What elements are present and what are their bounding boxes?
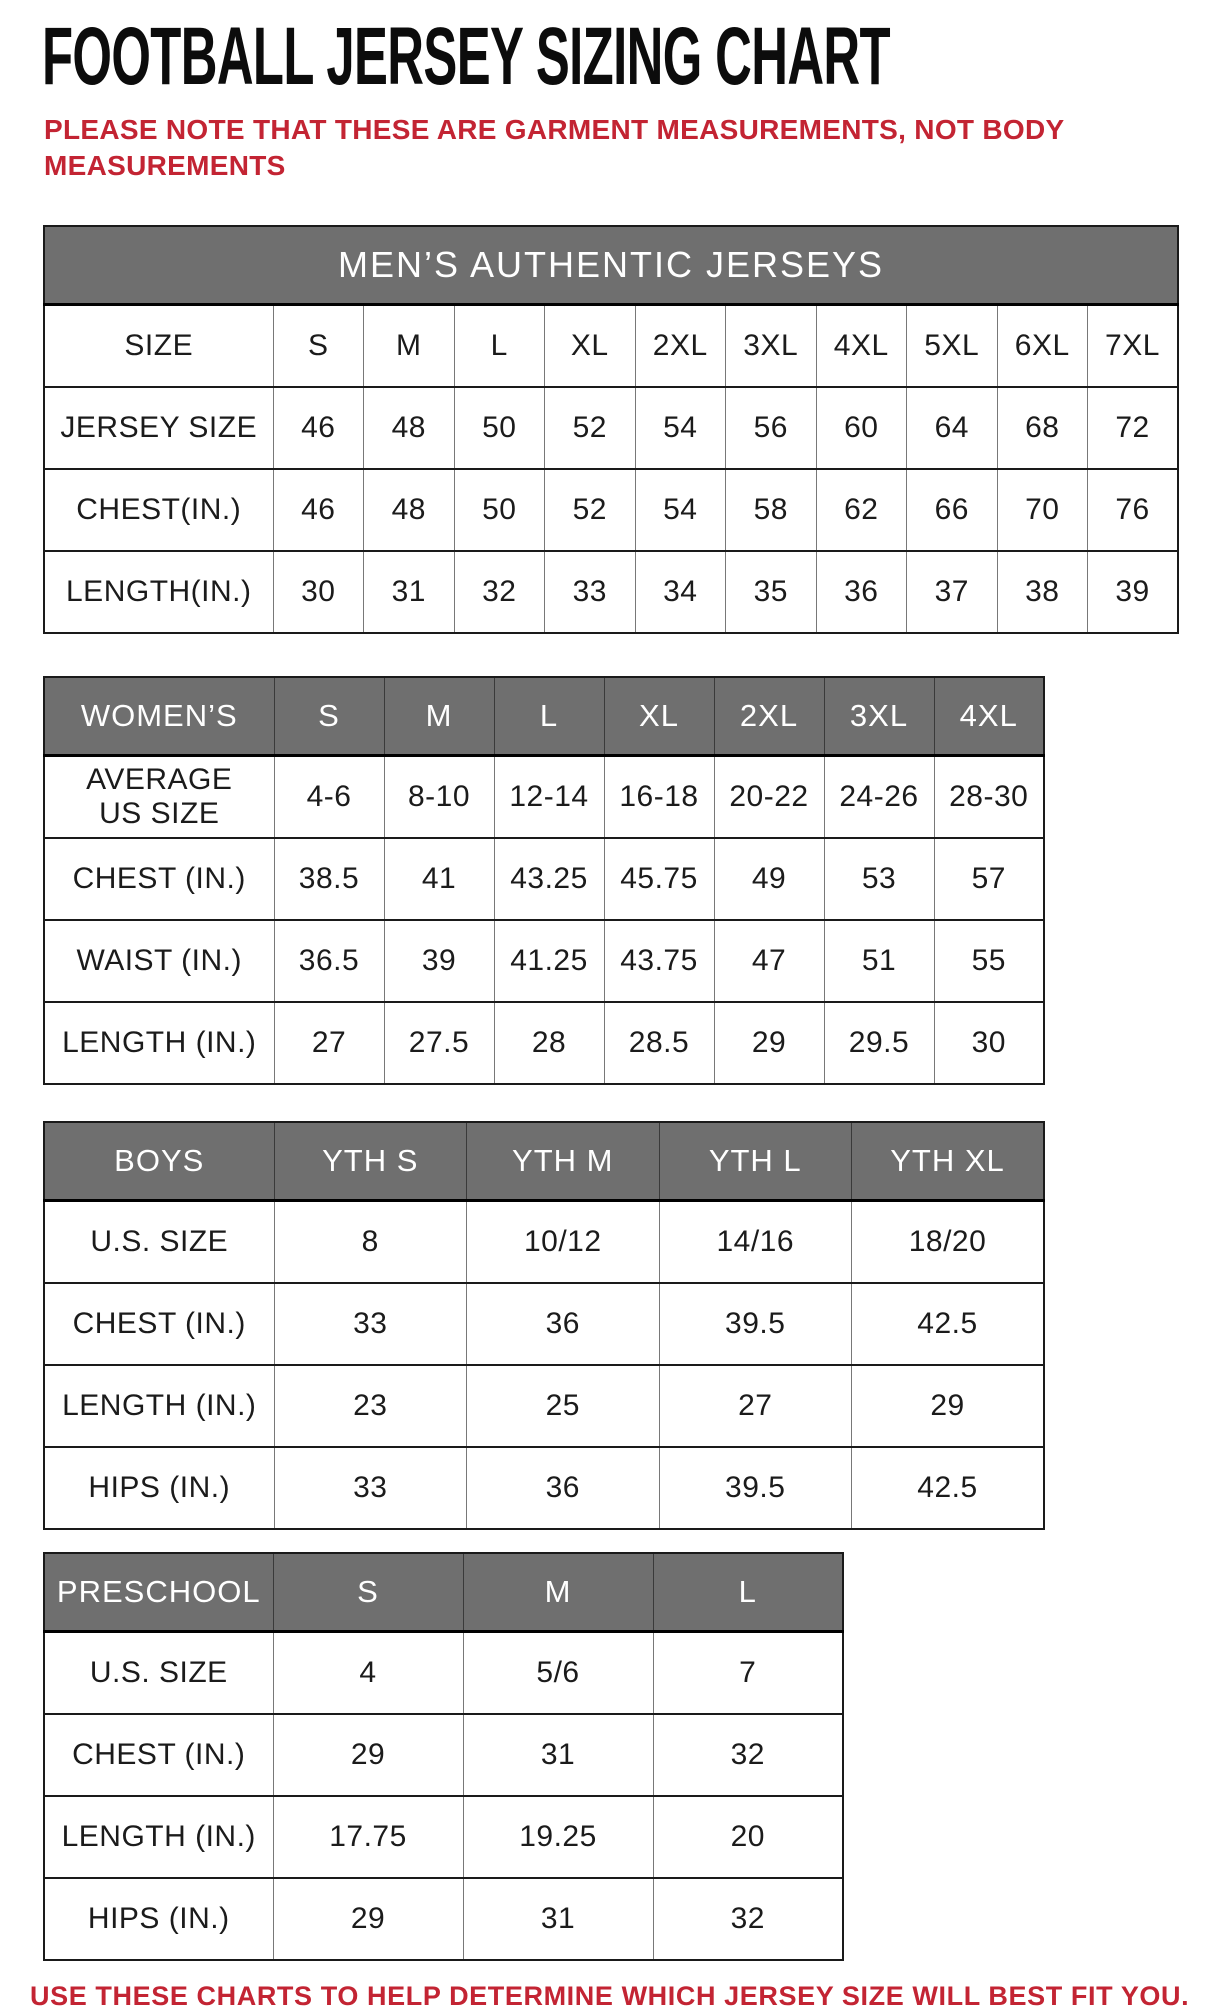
value-cell: 7XL: [1088, 304, 1179, 387]
value-cell: 62: [816, 469, 907, 551]
row-label: LENGTH (IN.): [44, 1365, 274, 1447]
value-cell: 39: [1088, 551, 1179, 633]
table-row: [44, 1796, 843, 1878]
value-cell: 66: [907, 469, 998, 551]
value-cell: 50: [454, 387, 545, 469]
value-cell: 64: [907, 387, 998, 469]
size-column-header: XL: [604, 677, 714, 756]
value-cell: 30: [273, 551, 364, 633]
value-cell: 33: [274, 1447, 467, 1529]
table-row: [44, 387, 1178, 469]
value-cell: 30: [934, 1002, 1044, 1084]
row-label: LENGTH (IN.): [44, 1796, 273, 1878]
value-cell: 33: [274, 1283, 467, 1365]
value-cell: 7: [653, 1631, 843, 1714]
value-cell: 36: [816, 551, 907, 633]
garment-measurements-note: [44, 112, 1220, 185]
value-cell: 8-10: [384, 755, 494, 838]
size-column-header: YTH M: [467, 1122, 660, 1201]
value-cell: 24-26: [824, 755, 934, 838]
value-cell: 52: [545, 469, 636, 551]
value-cell: 48: [364, 469, 455, 551]
value-cell: 54: [635, 469, 726, 551]
value-cell: 28.5: [604, 1002, 714, 1084]
row-label: LENGTH(IN.): [44, 551, 273, 633]
size-column-header: S: [273, 1553, 463, 1632]
value-cell: 38.5: [274, 838, 384, 920]
size-column-header: S: [274, 677, 384, 756]
mens-authentic-jerseys-table: [43, 225, 1220, 634]
value-cell: 31: [364, 551, 455, 633]
value-cell: 57: [934, 838, 1044, 920]
mens-authentic-jerseys-grid: [43, 225, 1179, 634]
value-cell: 47: [714, 920, 824, 1002]
value-cell: 70: [997, 469, 1088, 551]
value-cell: 36: [467, 1283, 660, 1365]
value-cell: S: [273, 304, 364, 387]
value-cell: 29: [714, 1002, 824, 1084]
value-cell: 32: [653, 1878, 843, 1960]
note-line-2: MEASUREMENTS: [44, 150, 286, 182]
value-cell: 23: [274, 1365, 467, 1447]
womens-grid: [43, 676, 1045, 1085]
boys-sizing-table: [43, 1121, 1220, 1530]
value-cell: 46: [273, 469, 364, 551]
value-cell: 29: [273, 1878, 463, 1960]
table-row: [44, 1002, 1044, 1084]
table-row: [44, 304, 1178, 387]
table-row: [44, 1631, 843, 1714]
value-cell: 20-22: [714, 755, 824, 838]
table-row: [44, 1447, 1044, 1529]
value-cell: 28: [494, 1002, 604, 1084]
value-cell: 4XL: [816, 304, 907, 387]
value-cell: 39.5: [659, 1447, 852, 1529]
value-cell: 39.5: [659, 1283, 852, 1365]
row-label: HIPS (IN.): [44, 1878, 273, 1960]
value-cell: 31: [463, 1878, 653, 1960]
value-cell: 29: [273, 1714, 463, 1796]
row-label: JERSEY SIZE: [44, 387, 273, 469]
footer-note: USE THESE CHARTS TO HELP DETERMINE WHICH JERSEY SIZE WILL BEST FIT YOU.: [30, 1980, 1190, 2011]
size-column-header: YTH L: [659, 1122, 852, 1201]
preschool-grid: [43, 1552, 844, 1961]
table-row: [44, 1878, 843, 1960]
value-cell: 17.75: [273, 1796, 463, 1878]
value-cell: 5XL: [907, 304, 998, 387]
value-cell: 8: [274, 1200, 467, 1283]
boys-header-label: BOYS: [44, 1122, 274, 1201]
size-column-header: L: [494, 677, 604, 756]
value-cell: 29.5: [824, 1002, 934, 1084]
table-row: [44, 755, 1044, 838]
row-label: LENGTH (IN.): [44, 1002, 274, 1084]
value-cell: 20: [653, 1796, 843, 1878]
value-cell: 46: [273, 387, 364, 469]
table-row: [44, 469, 1178, 551]
value-cell: 14/16: [659, 1200, 852, 1283]
value-cell: 68: [997, 387, 1088, 469]
row-label: U.S. SIZE: [44, 1200, 274, 1283]
table-row: [44, 1283, 1044, 1365]
womens-sizing-table: [43, 676, 1220, 1085]
value-cell: 50: [454, 469, 545, 551]
value-cell: 16-18: [604, 755, 714, 838]
value-cell: 28-30: [934, 755, 1044, 838]
value-cell: 55: [934, 920, 1044, 1002]
value-cell: 5/6: [463, 1631, 653, 1714]
value-cell: 51: [824, 920, 934, 1002]
value-cell: 19.25: [463, 1796, 653, 1878]
value-cell: 58: [726, 469, 817, 551]
value-cell: 12-14: [494, 755, 604, 838]
value-cell: 4: [273, 1631, 463, 1714]
size-column-header: M: [463, 1553, 653, 1632]
preschool-header-label: PRESCHOOL: [44, 1553, 273, 1632]
value-cell: 35: [726, 551, 817, 633]
womens-header-label: WOMEN’S: [44, 677, 274, 756]
value-cell: 29: [852, 1365, 1045, 1447]
value-cell: 49: [714, 838, 824, 920]
row-label: AVERAGE US SIZE: [44, 755, 274, 838]
value-cell: 54: [635, 387, 726, 469]
page-title: FOOTBALL JERSEY SIZING CHART: [42, 11, 890, 102]
row-label: CHEST (IN.): [44, 1714, 273, 1796]
value-cell: 33: [545, 551, 636, 633]
value-cell: 42.5: [852, 1447, 1045, 1529]
value-cell: XL: [545, 304, 636, 387]
row-label: CHEST(IN.): [44, 469, 273, 551]
value-cell: 37: [907, 551, 998, 633]
value-cell: 27.5: [384, 1002, 494, 1084]
row-label: SIZE: [44, 304, 273, 387]
value-cell: 36: [467, 1447, 660, 1529]
value-cell: 27: [274, 1002, 384, 1084]
value-cell: 48: [364, 387, 455, 469]
value-cell: 3XL: [726, 304, 817, 387]
sizing-chart-page: [0, 11, 1220, 2011]
size-column-header: 3XL: [824, 677, 934, 756]
value-cell: 56: [726, 387, 817, 469]
value-cell: 32: [454, 551, 545, 633]
preschool-sizing-table: [43, 1552, 1220, 1961]
value-cell: 2XL: [635, 304, 726, 387]
value-cell: 60: [816, 387, 907, 469]
row-label: WAIST (IN.): [44, 920, 274, 1002]
size-column-header: 4XL: [934, 677, 1044, 756]
value-cell: 38: [997, 551, 1088, 633]
row-label: CHEST (IN.): [44, 1283, 274, 1365]
value-cell: 6XL: [997, 304, 1088, 387]
value-cell: 34: [635, 551, 726, 633]
size-column-header: 2XL: [714, 677, 824, 756]
value-cell: 53: [824, 838, 934, 920]
value-cell: 76: [1088, 469, 1179, 551]
size-column-header: M: [384, 677, 494, 756]
boys-grid: [43, 1121, 1045, 1530]
value-cell: 43.75: [604, 920, 714, 1002]
value-cell: 42.5: [852, 1283, 1045, 1365]
value-cell: 72: [1088, 387, 1179, 469]
table-row: [44, 551, 1178, 633]
table-row: [44, 838, 1044, 920]
value-cell: 45.75: [604, 838, 714, 920]
mens-authentic-jerseys-banner: MEN’S AUTHENTIC JERSEYS: [44, 226, 1178, 305]
row-label: U.S. SIZE: [44, 1631, 273, 1714]
value-cell: 10/12: [467, 1200, 660, 1283]
row-label: HIPS (IN.): [44, 1447, 274, 1529]
value-cell: M: [364, 304, 455, 387]
value-cell: 39: [384, 920, 494, 1002]
value-cell: 36.5: [274, 920, 384, 1002]
value-cell: 18/20: [852, 1200, 1045, 1283]
value-cell: 43.25: [494, 838, 604, 920]
value-cell: 31: [463, 1714, 653, 1796]
row-label: CHEST (IN.): [44, 838, 274, 920]
value-cell: L: [454, 304, 545, 387]
value-cell: 41: [384, 838, 494, 920]
table-row: [44, 1714, 843, 1796]
note-line-1: PLEASE NOTE THAT THESE ARE GARMENT MEASUREMENTS, NOT BODY: [44, 113, 1065, 145]
value-cell: 27: [659, 1365, 852, 1447]
table-row: [44, 1200, 1044, 1283]
value-cell: 25: [467, 1365, 660, 1447]
value-cell: 52: [545, 387, 636, 469]
value-cell: 41.25: [494, 920, 604, 1002]
size-column-header: L: [653, 1553, 843, 1632]
size-column-header: YTH S: [274, 1122, 467, 1201]
value-cell: 4-6: [274, 755, 384, 838]
value-cell: 32: [653, 1714, 843, 1796]
table-row: [44, 920, 1044, 1002]
size-column-header: YTH XL: [852, 1122, 1045, 1201]
table-row: [44, 1365, 1044, 1447]
